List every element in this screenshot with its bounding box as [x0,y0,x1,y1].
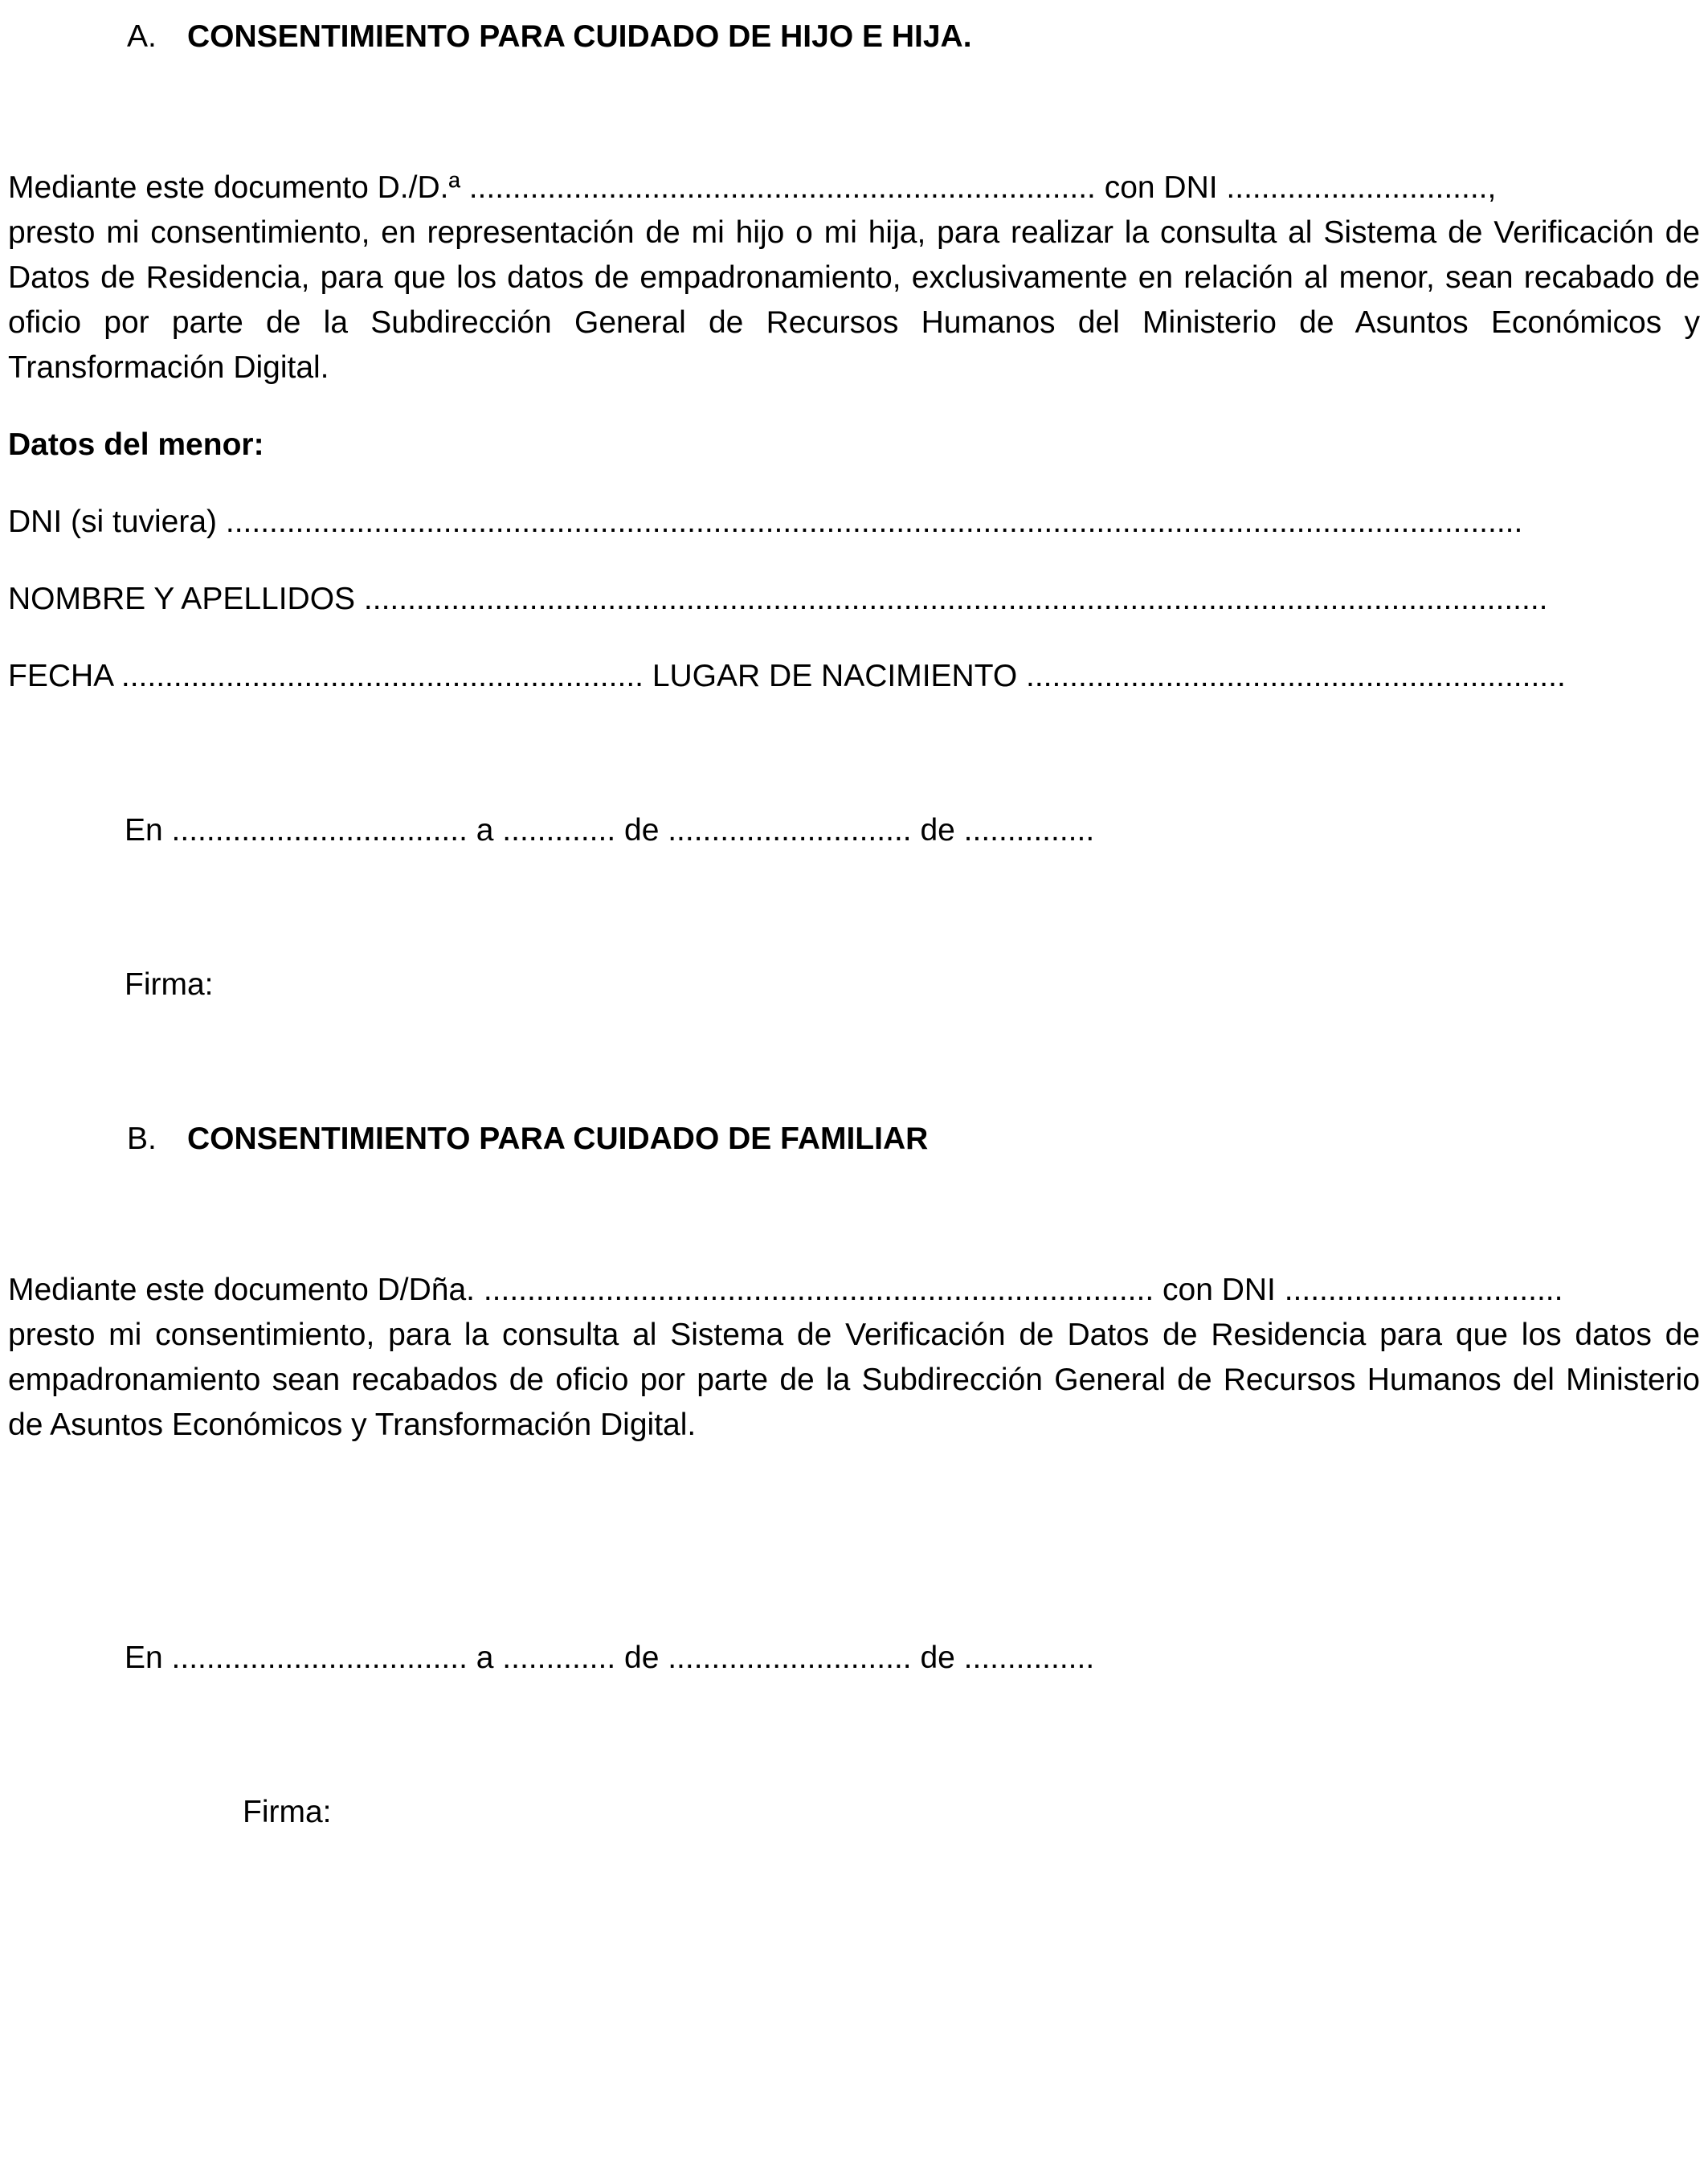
section-b-letter: B. [127,1122,157,1156]
section-a-paragraph-first-line: Mediante este documento D./D.ª ........................................................................ con DNI .............................., [8,170,1497,205]
section-a-title: CONSENTIMIENTO PARA CUIDADO DE HIJO E HIJA. [187,19,972,54]
minor-data-heading: Datos del menor: [8,427,264,462]
section-a-paragraph-body: presto mi consentimiento, en representación de mi hijo o mi hija, para realizar la consulta al Sistema de Verificación de Datos de Residencia, para que los datos de empadronamiento, exclusivamente en relación al menor, sean recabado de oficio por parte de la Subdirección General de Recursos Humanos del Ministerio de Asuntos Económicos y Transformación Digital. [8,215,1700,385]
section-a-place-date-line: En .................................. a ............. de ............................ de ............... [125,813,1095,848]
section-b-paragraph-body: presto mi consentimiento, para la consulta al Sistema de Verificación de Datos de Residencia para que los datos de empadronamiento sean recabados de oficio por parte de la Subdirección General de Recursos Humanos del Ministerio de Asuntos Económicos y Transformación Digital. [8,1318,1700,1442]
section-b-paragraph [8,1268,1700,1448]
section-b-title: CONSENTIMIENTO PARA CUIDADO DE FAMILIAR [187,1122,929,1156]
section-a-signature-label: Firma: [125,967,214,1002]
birth-field-line: FECHA ............................................................ LUGAR DE NACIMIENTO .............................................................. [8,659,1566,693]
section-b-heading [127,1123,928,1154]
dni-field-line: DNI (si tuviera) ..................................................................................................................................................... [8,505,1523,539]
section-a-paragraph [8,165,1700,390]
section-b-place-date-line: En .................................. a ............. de ............................ de ............... [125,1641,1095,1675]
section-b-signature-label: Firma: [243,1795,332,1829]
section-a-heading [127,21,972,52]
section-a-letter: A. [127,19,157,54]
section-b-paragraph-first-line: Mediante este documento D/Dña. ............................................................................. con DNI ................................ [8,1273,1563,1307]
name-field-line: NOMBRE Y APELLIDOS ........................................................................................................................................ [8,582,1548,616]
